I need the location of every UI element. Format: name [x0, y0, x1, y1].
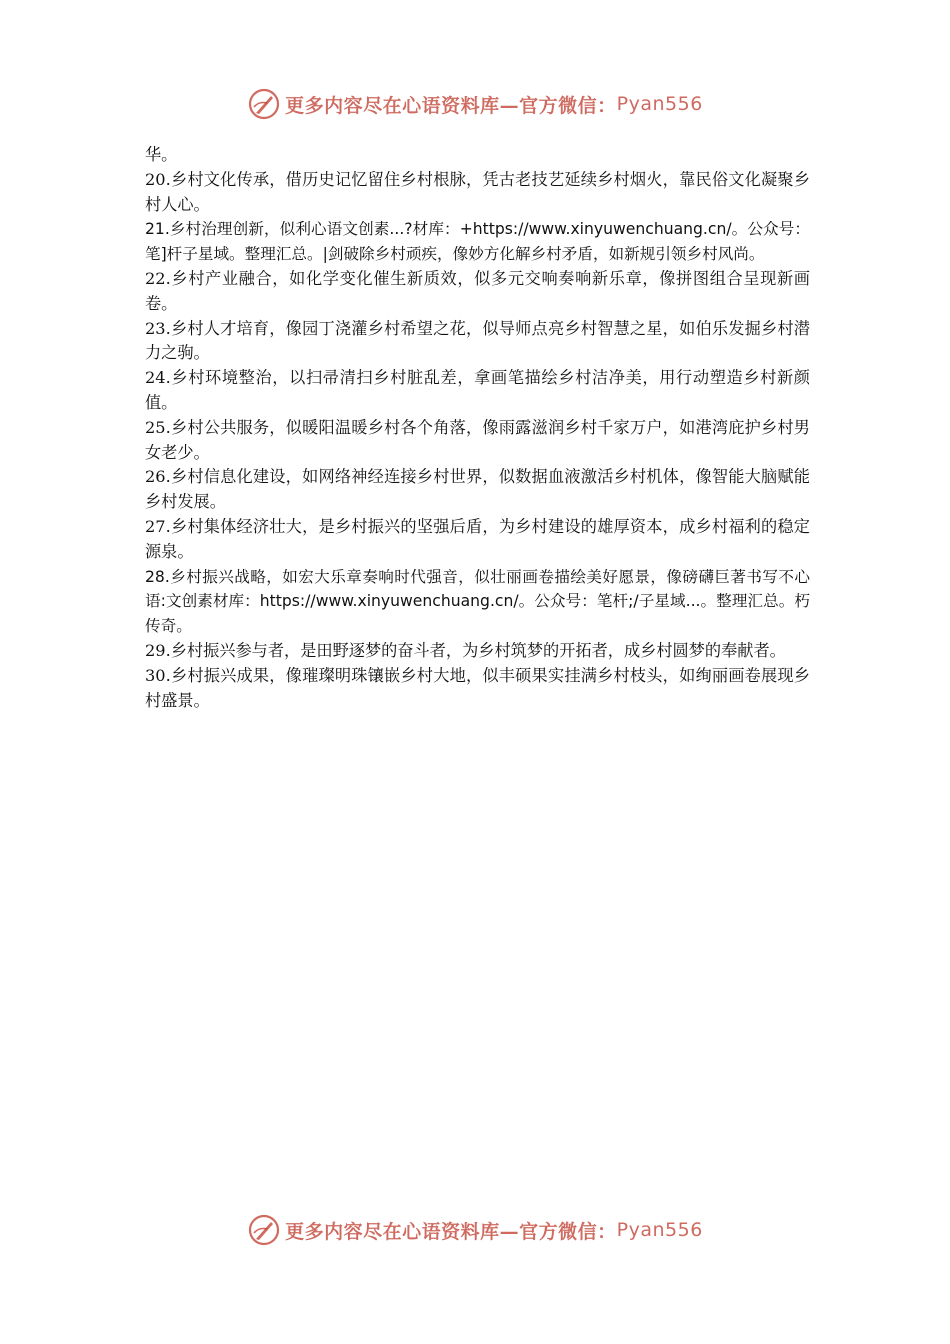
paragraph: 27.乡村集体经济壮大，是乡村振兴的坚强后盾，为乡村建设的雄厚资本，成乡村福利的稳定源泉。	[145, 516, 810, 561]
footer-watermark	[0, 1210, 950, 1250]
watermark-id: Pyan556	[616, 93, 703, 115]
watermark-text: 更多内容尽在心语资料库—官方微信：	[285, 94, 617, 117]
paragraph: 21.乡村治理创新，似利心语文创素...?材库：+https://www.xinyuwenchuang.cn/。公众号：笔]杆子星域。整理汇总。|剑破除乡村顽疾，像妙方化解乡村矛盾，如新规引领乡村风尚。	[145, 220, 810, 264]
header-watermark	[0, 84, 950, 124]
paragraph: 华。	[145, 145, 178, 164]
paragraph: 20.乡村文化传承，借历史记忆留住乡村根脉，凭古老技艺延续乡村烟火，靠民俗文化凝聚乡村人心。	[145, 169, 810, 214]
quill-logo-icon	[247, 87, 281, 121]
paragraph: 28.乡村振兴战略，如宏大乐章奏响时代强音，似壮丽画卷描绘美好愿景，像磅礴巨著书写不心语:文创素材库：https://www.xinyuwenchuang.cn/。公众号：笔杆;/子星域...。整理汇总。朽传奇。	[145, 567, 810, 636]
document-body	[145, 143, 810, 713]
paragraph: 26.乡村信息化建设，如网络神经连接乡村世界，似数据血液激活乡村机体，像智能大脑赋能乡村发展。	[145, 467, 810, 512]
paragraph: 25.乡村公共服务，似暖阳温暖乡村各个角落，像雨露滋润乡村千家万户，如港湾庇护乡村男女老少。	[145, 417, 810, 462]
paragraph: 29.乡村振兴参与者，是田野逐梦的奋斗者，为乡村筑梦的开拓者，成乡村圆梦的奉献者。	[145, 640, 786, 660]
paragraph: 30.乡村振兴成果，像璀璨明珠镶嵌乡村大地，似丰硕果实挂满乡村枝头，如绚丽画卷展现乡村盛景。	[145, 665, 810, 710]
paragraph: 23.乡村人才培育，像园丁浇灌乡村希望之花，似导师点亮乡村智慧之星，如伯乐发掘乡村潜力之驹。	[145, 318, 810, 363]
paragraph: 24.乡村环境整治，以扫帚清扫乡村脏乱差，拿画笔描绘乡村洁净美，用行动塑造乡村新颜值。	[145, 368, 810, 412]
paragraph: 22.乡村产业融合，如化学变化催生新质效，似多元交响奏响新乐章，像拼图组合呈现新画卷。	[145, 268, 810, 313]
quill-logo-icon	[247, 1213, 281, 1247]
watermark-id: Pyan556	[616, 1219, 703, 1241]
watermark-text: 更多内容尽在心语资料库—官方微信：	[285, 1220, 617, 1243]
